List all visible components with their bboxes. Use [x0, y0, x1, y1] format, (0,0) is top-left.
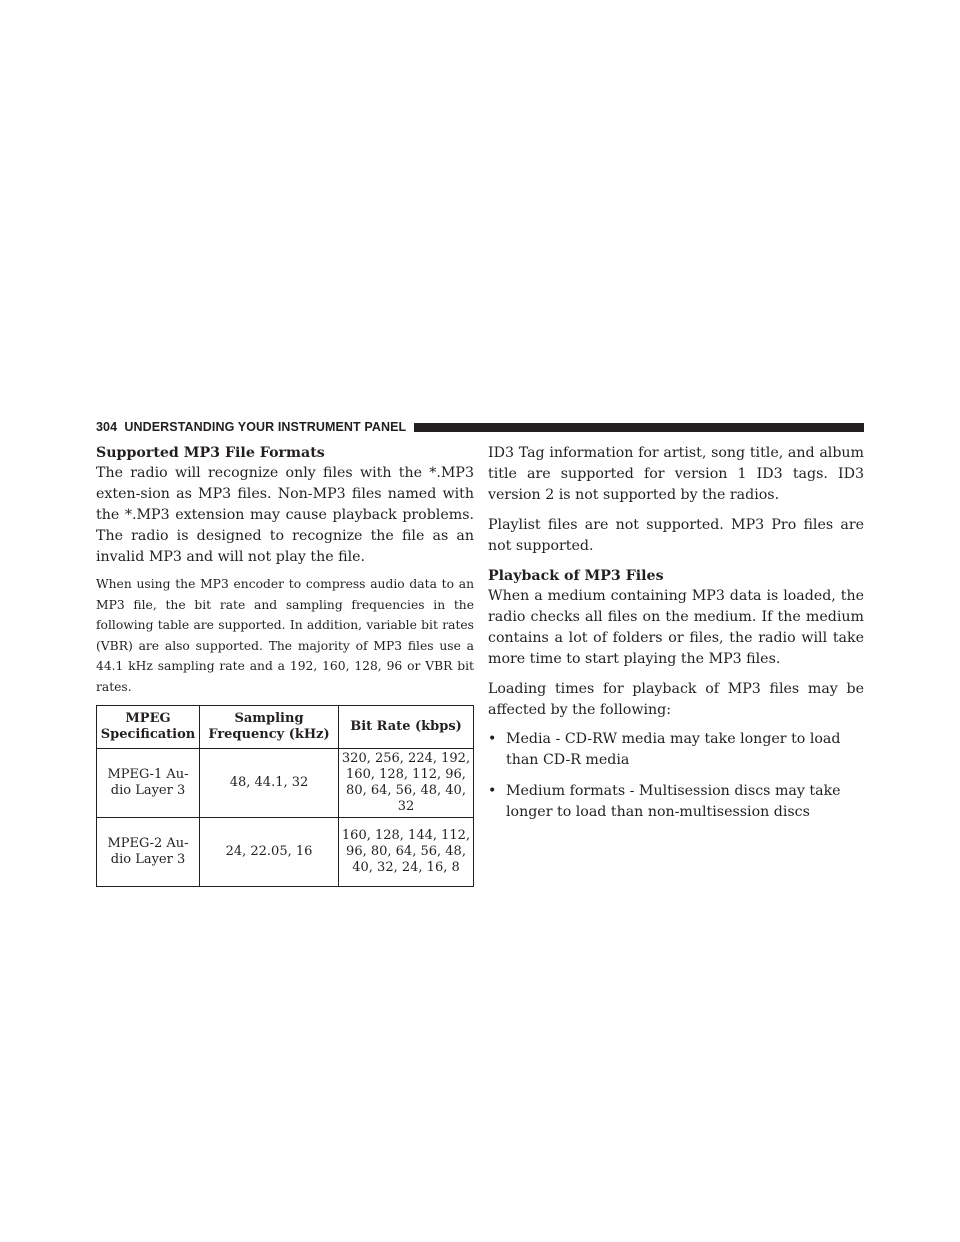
section-heading-playback: Playback of MP3 Files	[488, 568, 664, 584]
table-cell: 160, 128, 144, 112, 96, 80, 64, 56, 48, 40, 32, 24, 16, 8	[339, 818, 474, 887]
list-item	[488, 729, 864, 771]
table-row	[97, 818, 474, 887]
column-header: MPEG Specification	[97, 706, 200, 749]
table-header-row	[97, 706, 474, 749]
mp3-spec-table	[96, 705, 474, 887]
page-header	[96, 418, 864, 436]
header-rule	[414, 423, 864, 432]
paragraph: Playlist files are not supported. MP3 Pro files are not supported.	[488, 517, 864, 554]
paragraph: ID3 Tag information for artist, song title, and album title are supported for version 1 ID3 tags. ID3 version 2 is not supported by the radios.	[488, 445, 864, 503]
table-row	[97, 749, 474, 818]
paragraph: The radio will recognize only files with the *.MP3 exten-sion as MP3 files. Non-MP3 files named with the *.MP3 extension may cause playback problems. The radio is designed to recognize the file as an invalid MP3 and will not play the file.	[96, 465, 474, 565]
column-header: Sampling Frequency (kHz)	[200, 706, 339, 749]
bullet-icon: •	[488, 783, 497, 799]
section-title: UNDERSTANDING YOUR INSTRUMENT PANEL	[124, 420, 407, 434]
section-heading-supported-formats: Supported MP3 File Formats	[96, 445, 325, 461]
paragraph: When using the MP3 encoder to compress audio data to an MP3 file, the bit rate and sampling frequencies in the following table are supported. In addition, variable bit rates (VBR) are also supported. The majority of MP3 files use a 44.1 kHz sampling rate and a 192, 160, 128, 96 or VBR bit rates.	[96, 577, 474, 694]
left-column	[96, 443, 474, 887]
bullet-icon: •	[488, 731, 497, 747]
page-number: 304	[96, 420, 118, 434]
paragraph: Loading times for playback of MP3 files may be affected by the following:	[488, 681, 864, 718]
page-header-text	[96, 420, 414, 434]
table-cell: 320, 256, 224, 192, 160, 128, 112, 96, 80, 64, 56, 48, 40, 32	[339, 749, 474, 818]
right-column	[488, 443, 864, 833]
table-cell: 24, 22.05, 16	[200, 818, 339, 887]
column-header: Bit Rate (kbps)	[339, 706, 474, 749]
table-cell: MPEG-1 Au-dio Layer 3	[97, 749, 200, 818]
list-item-text: Medium formats - Multisession discs may take longer to load than non-multisession discs	[506, 783, 841, 820]
bullet-list	[488, 729, 864, 823]
list-item	[488, 781, 864, 823]
list-item-text: Media - CD-RW media may take longer to load than CD-R media	[506, 731, 841, 768]
paragraph: When a medium containing MP3 data is loaded, the radio checks all files on the medium. If the medium contains a lot of folders or files, the radio will take more time to start playing the MP3 files.	[488, 588, 864, 667]
table-cell: 48, 44.1, 32	[200, 749, 339, 818]
table-cell: MPEG-2 Au-dio Layer 3	[97, 818, 200, 887]
